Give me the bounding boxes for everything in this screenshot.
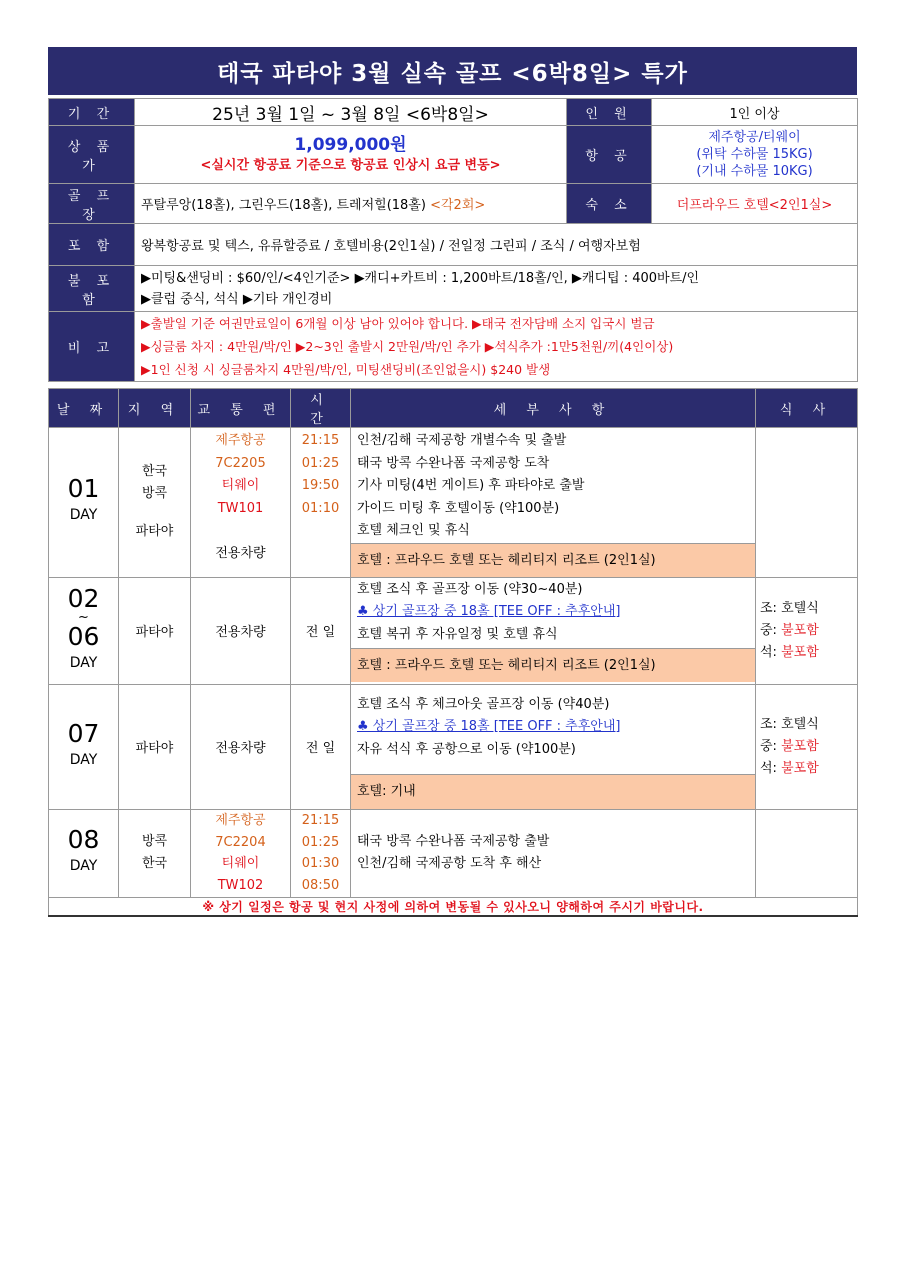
airline: 티웨이 — [221, 478, 260, 493]
golf-note: <각2회> — [430, 198, 486, 213]
region: 한국 — [141, 856, 168, 871]
day-cell — [49, 577, 119, 684]
region-cell — [119, 809, 191, 897]
detail-line: 자유 석식 후 공항으로 이동 (약100분) — [357, 741, 576, 757]
hotel-note: 호텔 : 프라우드 호텔 또는 헤리티지 리조트 (2인1실) — [351, 648, 755, 682]
itinerary-header — [49, 389, 858, 428]
detail-line: 인천/김해 국제공항 도착 후 해산 — [357, 856, 542, 871]
day-label: DAY — [69, 654, 98, 671]
hotel-note: 호텔 : 프라우드 호텔 또는 헤리티지 리조트 (2인1실) — [351, 543, 755, 577]
exclude-cell — [135, 266, 858, 312]
meal-breakfast: 조: 호텔식 — [760, 716, 819, 732]
header-date: 날 짜 — [49, 389, 119, 428]
airline: 제주항공 — [215, 433, 266, 448]
remark-line: ▶출발일 기준 여권만료일이 6개월 이상 남아 있어야 합니다. ▶태국 전자담배 소지 입국시 벌금 — [141, 316, 655, 331]
time: 01:25 — [301, 834, 340, 850]
airline-carryon-baggage: (기내 수하물 10KG) — [696, 164, 813, 179]
page-title: 태국 파타야 3월 실속 골프 <6박8일> 특가 — [48, 47, 857, 95]
flight-number: TW101 — [217, 500, 264, 516]
remark-cell — [135, 312, 858, 382]
meal-breakfast: 조: 호텔식 — [760, 600, 819, 616]
time: 19:50 — [301, 478, 340, 493]
footer-note: ※ 상기 일정은 항공 및 현지 사정에 의하여 변동될 수 있사오니 양해하여 주시기 바랍니다. — [49, 897, 858, 916]
include-label: 포 함 — [49, 224, 135, 266]
itinerary-day-02-06 — [49, 577, 858, 684]
airline: 제주항공 — [215, 813, 266, 828]
tee-off-line: ♣ 상기 골프장 중 18홀 [TEE OFF : 추후안내] — [357, 719, 621, 734]
details-cell — [351, 684, 756, 809]
details-list — [351, 428, 755, 543]
remark-line: ▶1인 신청 시 싱글룸차지 4만원/박/인, 미팅샌딩비(조인없을시) $240 발생 — [141, 362, 551, 377]
day-number: 01 — [67, 474, 100, 504]
day-range-tilde: ~ — [78, 609, 89, 625]
airline: 티웨이 — [221, 856, 260, 871]
day-cell — [49, 684, 119, 809]
golf-cell — [135, 184, 567, 224]
airline-cell — [652, 126, 858, 184]
header-meals: 식 사 — [756, 389, 858, 428]
vehicle: 전용차량 — [191, 684, 291, 809]
transport-cell — [191, 428, 291, 578]
footer-row — [49, 897, 858, 916]
hotel-label: 숙 소 — [567, 184, 652, 224]
time-cell — [291, 428, 351, 578]
exclude-label: 불 포 함 — [49, 266, 135, 312]
day-number: 06 — [67, 621, 100, 651]
airline-name: 제주항공/티웨이 — [708, 130, 801, 145]
meal-cell — [756, 684, 858, 809]
exclude-line: ▶미팅&샌딩비 : $60/인/<4인기준> ▶캐디+카트비 : 1,200바트/18홀/인, ▶캐디팁 : 400바트/인 — [141, 270, 700, 286]
include-value: 왕복항공료 및 텍스, 유류할증료 / 호텔비용(2인1실) / 전일정 그린피 / 조식 / 여행자보험 — [135, 224, 858, 266]
airline-checked-baggage: (위탁 수하물 15KG) — [696, 147, 813, 162]
flight-number: 7C2205 — [215, 455, 266, 471]
region-spacer — [123, 505, 186, 521]
hotel-note: 호텔: 기내 — [351, 774, 755, 809]
time: 21:15 — [301, 813, 340, 828]
tee-off-line: ♣ 상기 골프장 중 18홀 [TEE OFF : 추후안내] — [357, 604, 621, 619]
meal-cell — [756, 577, 858, 684]
detail-line: 가이드 미팅 후 호텔이동 (약100분) — [357, 500, 560, 516]
details-cell — [351, 809, 756, 897]
price-label: 상 품 가 — [49, 126, 135, 184]
price-value: 1,099,000원 — [294, 134, 407, 155]
region: 파타야 — [135, 524, 174, 540]
price-note: <실시간 항공료 기준으로 항공료 인상시 요금 변동> — [200, 157, 501, 173]
time: 01:30 — [301, 856, 340, 871]
time-cell — [291, 809, 351, 897]
time: 08:50 — [301, 877, 340, 893]
people-value: 1인 이상 — [652, 99, 858, 126]
detail-line: 태국 방콕 수완나폼 국제공항 출발 — [357, 833, 550, 849]
details-cell — [351, 428, 756, 578]
time: 전 일 — [291, 577, 351, 684]
remark-label: 비 고 — [49, 312, 135, 382]
itinerary-day-01 — [49, 428, 858, 578]
detail-line: 태국 방콕 수완나폼 국제공항 도착 — [357, 455, 550, 471]
day-cell — [49, 428, 119, 578]
detail-line: 호텔 복귀 후 자유일정 및 호텔 휴식 — [357, 626, 558, 642]
people-label: 인 원 — [567, 99, 652, 126]
region-cell — [119, 428, 191, 578]
region: 파타야 — [119, 577, 191, 684]
detail-line: 호텔 조식 후 골프장 이동 (약30~40분) — [357, 581, 583, 597]
airline-label: 항 공 — [567, 126, 652, 184]
hotel-value: 더프라우드 호텔<2인1실> — [652, 184, 858, 224]
time: 01:25 — [301, 455, 340, 471]
vehicle: 전용차량 — [215, 545, 266, 561]
itinerary-sheet — [48, 47, 857, 917]
golf-value: 푸탈루앙(18홀), 그린우드(18홀), 트레저힐(18홀) — [141, 198, 426, 213]
meal-cell — [756, 809, 858, 897]
meal-lunch: 중: 불포함 — [760, 622, 819, 638]
details-list — [351, 578, 755, 649]
itinerary-day-07 — [49, 684, 858, 809]
period-value: 25년 3월 1일 ~ 3월 8일 <6박8일> — [135, 99, 567, 126]
info-table — [48, 98, 858, 382]
day-number: 07 — [67, 718, 100, 748]
price-cell — [135, 126, 567, 184]
day-number: 02 — [67, 583, 100, 613]
header-region: 지 역 — [119, 389, 191, 428]
region: 방콕 — [141, 486, 168, 502]
remark-line: ▶싱글룸 차지 : 4만원/박/인 ▶2~3인 출발시 2만원/박/인 추가 ▶석식추가 :1만5천원/끼(4인이상) — [141, 339, 674, 354]
header-details: 세 부 사 항 — [351, 389, 756, 428]
period-label: 기 간 — [49, 99, 135, 126]
meal-dinner: 석: 불포함 — [760, 644, 819, 660]
region: 한국 — [141, 464, 168, 480]
details-list — [351, 685, 755, 774]
itinerary-day-08 — [49, 809, 858, 897]
region: 파타야 — [119, 684, 191, 809]
transport-cell — [191, 809, 291, 897]
time: 01:10 — [301, 500, 340, 516]
day-cell — [49, 809, 119, 897]
transport-spacer — [195, 520, 286, 543]
itinerary-table — [48, 388, 858, 917]
time: 21:15 — [301, 433, 340, 448]
vehicle: 전용차량 — [191, 577, 291, 684]
day-label: DAY — [69, 751, 98, 768]
detail-line: 기사 미팅(4번 게이트) 후 파타야로 출발 — [357, 478, 585, 493]
flight-number: TW102 — [217, 877, 264, 893]
meal-lunch: 중: 불포함 — [760, 738, 819, 754]
region: 방콕 — [141, 834, 168, 849]
exclude-line: ▶클럽 중식, 석식 ▶기타 개인경비 — [141, 291, 333, 307]
meal-cell — [756, 428, 858, 578]
flight-number: 7C2204 — [215, 834, 266, 850]
header-transport: 교 통 편 — [191, 389, 291, 428]
golf-label: 골 프 장 — [49, 184, 135, 224]
day-label: DAY — [69, 858, 98, 874]
day-number: 08 — [67, 825, 100, 854]
header-time: 시 간 — [291, 389, 351, 428]
detail-line: 호텔 조식 후 체크아웃 골프장 이동 (약40분) — [357, 696, 610, 712]
detail-line: 호텔 체크인 및 휴식 — [357, 523, 470, 538]
time: 전 일 — [291, 684, 351, 809]
details-cell — [351, 577, 756, 684]
detail-line: 인천/김해 국제공항 개별수속 및 출발 — [357, 433, 567, 448]
meal-dinner: 석: 불포함 — [760, 760, 819, 776]
day-label: DAY — [69, 507, 98, 524]
